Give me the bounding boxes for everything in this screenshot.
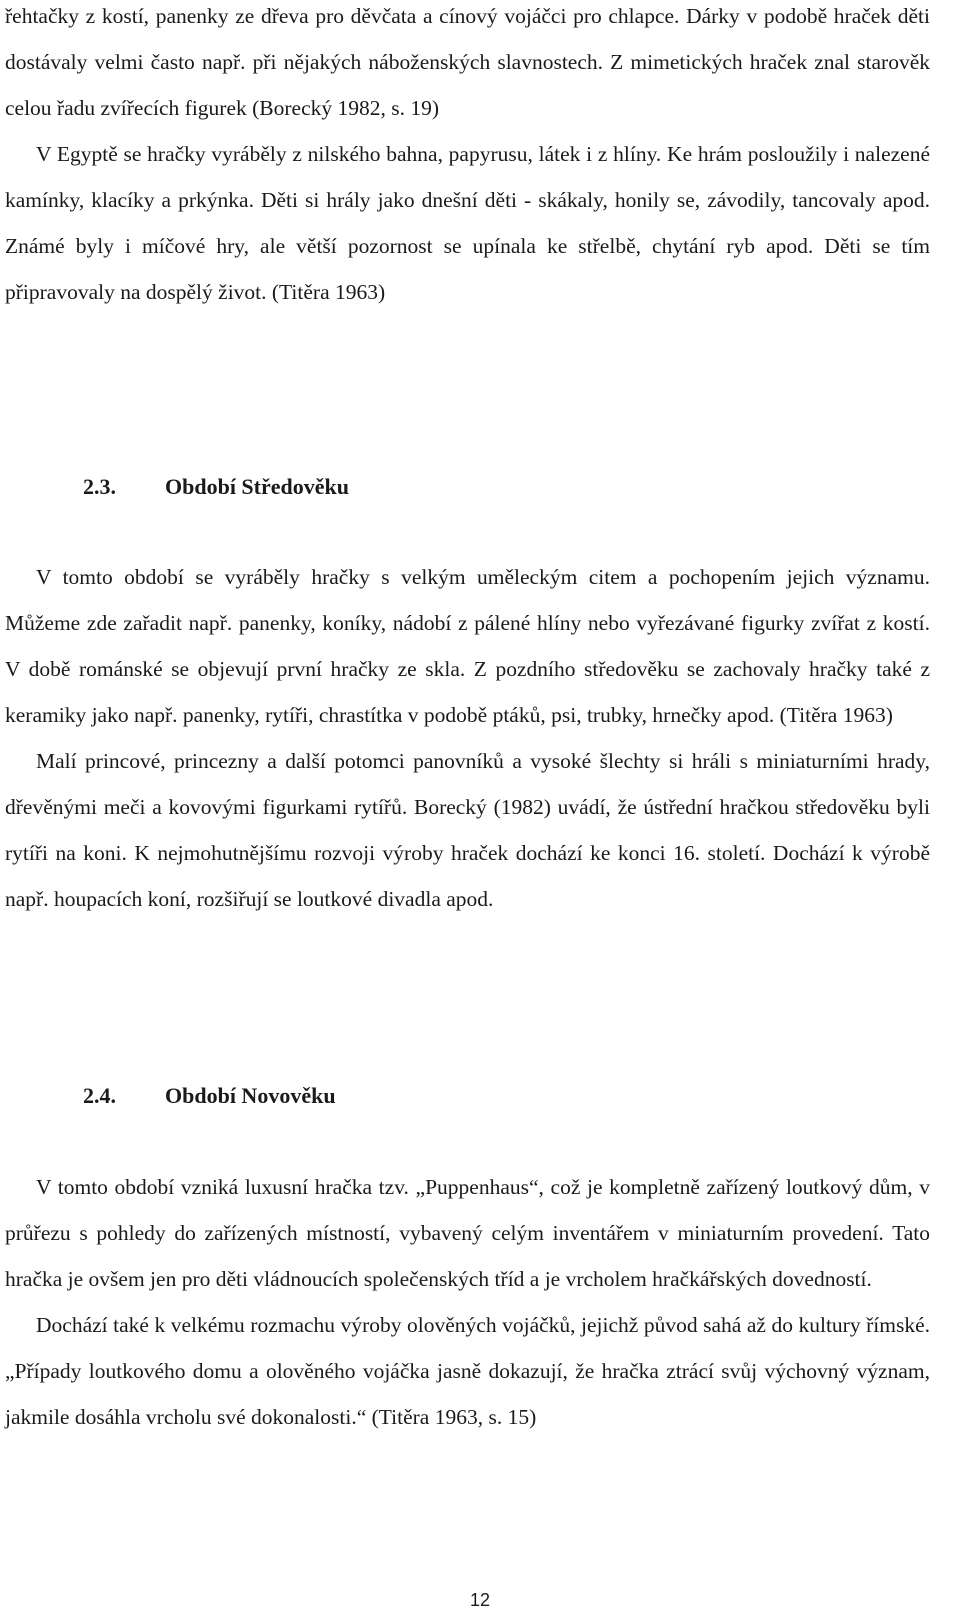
paragraph: Malí princové, princezny a další potomci panovníků a vysoké šlechty si hráli s miniaturními hrady, dřevěnými meči a kovovými figurkami rytířů. Borecký (1982) uvádí, že ústřední hračkou středověku byli rytíři na koni. K nejmohutnějšímu rozvoji výroby hraček dochází ke konci 16. století. Dochází k výrobě např. houpacích koní, rozšiřují se loutkové divadla apod. — [5, 749, 930, 911]
section-number: 2.4. — [83, 1083, 116, 1108]
paragraph: Dochází také k velkému rozmachu výroby olověných vojáčků, jejichž původ sahá až do kultury římské. „Případy loutkového domu a olověného vojáčka jasně dokazují, že hračka ztrácí svůj výchovný význam, jakmile dosáhla vrcholu své dokonalosti.“ (Titěra 1963, s. 15) — [5, 1313, 930, 1429]
page-number: 12 — [469, 1590, 491, 1610]
section-heading-2-3 — [83, 472, 349, 502]
section-title: Období Novověku — [165, 1083, 336, 1108]
section-heading-2-4 — [83, 1081, 336, 1111]
section-2-3-body — [5, 554, 930, 922]
intro-text — [5, 0, 930, 315]
section-2-4-body — [5, 1164, 930, 1440]
section-number: 2.3. — [83, 474, 116, 499]
intro-paragraph-2: V Egyptě se hračky vyráběly z nilského bahna, papyrusu, látek i z hlíny. Ke hrám posloužily i nalezené kamínky, klacíky a prkýnka. Děti si hrály jako dnešní děti - skákaly, honily se, závodily, tancovaly apod. Známé byly i míčové hry, ale větší pozornost se upínala ke střelbě, chytání ryb apod. Děti se tím připravovaly na dospělý život. (Titěra 1963) — [5, 142, 930, 304]
paragraph: V tomto období vzniká luxusní hračka tzv. „Puppenhaus“, což je kompletně zařízený loutkový dům, v průřezu s pohledy do zařízených místností, vybavený celým inventářem v miniaturním provedení. Tato hračka je ovšem jen pro děti vládnoucích společenských tříd a je vrcholem hračkářských dovedností. — [5, 1175, 930, 1291]
intro-paragraph-1: řehtačky z kostí, panenky ze dřeva pro děvčata a cínový vojáčci pro chlapce. Dárky v podobě hraček děti dostávaly velmi často např. při nějakých náboženských slavnostech. Z mimetických hraček znal starověk celou řadu zvířecích figurek (Borecký 1982, s. 19) — [5, 4, 930, 120]
section-title: Období Středověku — [165, 474, 349, 499]
paragraph: V tomto období se vyráběly hračky s velkým uměleckým citem a pochopením jejich významu. Můžeme zde zařadit např. panenky, koníky, nádobí z pálené hlíny nebo vyřezávané figurky zvířat z kostí. V době románské se objevují první hračky ze skla. Z pozdního středověku se zachovaly hračky také z keramiky jako např. panenky, rytíři, chrastítka v podobě ptáků, psi, trubky, hrnečky apod. (Titěra 1963) — [5, 565, 930, 727]
